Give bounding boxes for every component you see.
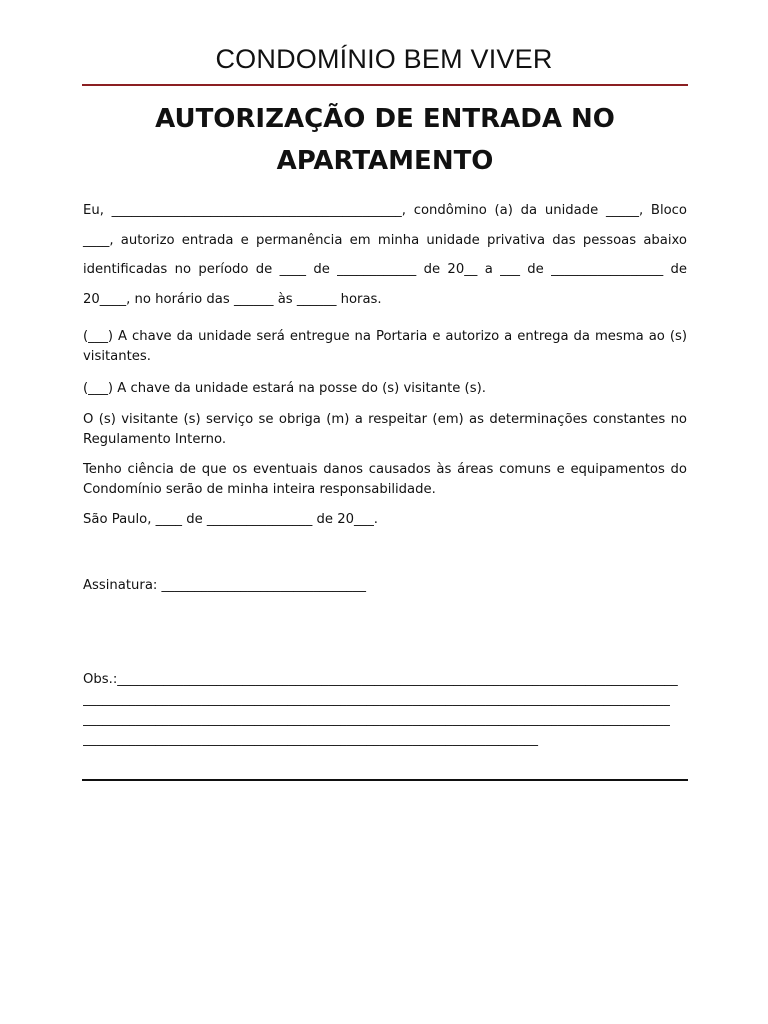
key-with-visitor-option: (___) A chave da unidade estará na posse do (s) visitante (s). [83,381,486,396]
signature-line: Assinatura: _______________________________ [83,578,366,593]
authorization-intro-paragraph: Eu, ____________________________________________, condômino (a) da unidade _____, Bloco ____, autorizo entrada e permanência em minha unidade privativa das pessoas abaixo identificadas no período de ____ de ____________ de 20__ a ___ de _________________ de 20____, no horário das ______ às ______ horas. [83,203,687,307]
observations-line: _____________________________________________________________________ [83,732,538,747]
document-title: AUTORIZAÇÃO DE ENTRADA NO APARTAMENTO [155,104,615,176]
condominium-name: CONDOMÍNIO BEM VIVER [215,44,553,74]
observations-block [83,670,687,750]
date-line: São Paulo, ____ de ________________ de 20___. [83,512,378,527]
observations-line: _________________________________________________________________________________________ [83,712,670,727]
responsibility-paragraph: Tenho ciência de que os eventuais danos causados às áreas comuns e equipamentos do Condomínio serão de minha inteira responsabilidade. [83,462,687,497]
footer-divider [82,779,688,781]
observations-line: Obs.:_____________________________________________________________________________________ [83,672,678,687]
observations-line: _________________________________________________________________________________________ [83,692,670,707]
header-divider [82,84,688,86]
key-at-portaria-option: (___) A chave da unidade será entregue na Portaria e autorizo a entrega da mesma ao (s) visitantes. [83,329,687,364]
internal-regulation-paragraph: O (s) visitante (s) serviço se obriga (m) a respeitar (em) as determinações constantes no Regulamento Interno. [83,412,687,447]
